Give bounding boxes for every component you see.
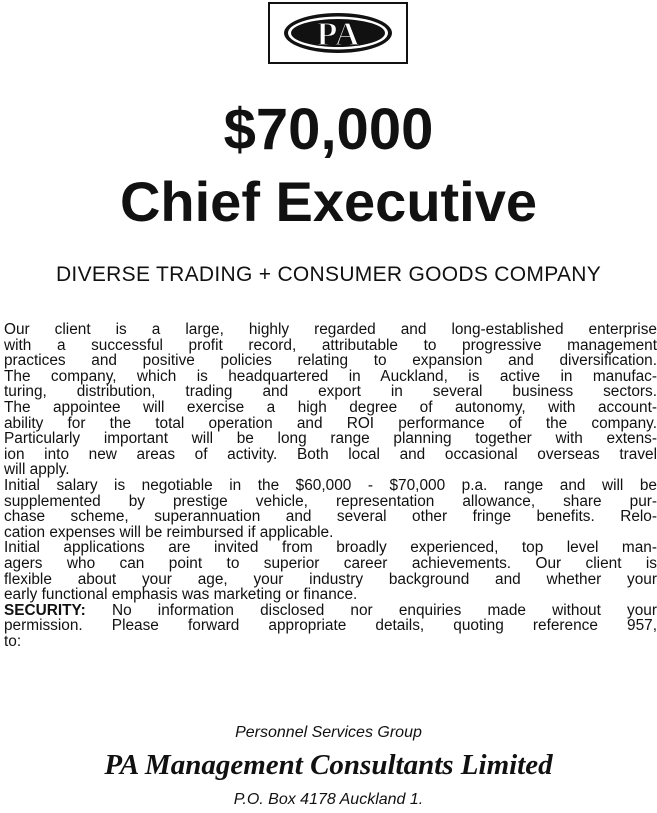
pa-logo-icon bbox=[270, 4, 406, 62]
body-line: permission. Please forward appropriate details, quoting reference 957, bbox=[4, 617, 657, 635]
postal-address: P.O. Box 4178 Auckland 1. bbox=[233, 791, 424, 808]
body-line: to: bbox=[4, 632, 22, 650]
salary-headline: $70,000 bbox=[223, 97, 434, 162]
personnel-group-name: Personnel Services Group bbox=[235, 724, 422, 741]
security-line bbox=[4, 603, 657, 619]
body-line: flexible about your age, your industry background and whether your bbox=[4, 570, 657, 588]
body-line: supplemented by prestige vehicle, representation allowance, share pur- bbox=[4, 492, 657, 510]
body-line: will apply. bbox=[4, 461, 70, 479]
body-line: Initial salary is negotiable in the $60,000 - $70,000 p.a. range and will be bbox=[4, 476, 657, 494]
body-line: agers who can point to superior career achievements. Our client is bbox=[4, 554, 657, 572]
body-line: Particularly important will be long range planning together with extens- bbox=[4, 430, 657, 448]
body-line: Initial applications are invited from broadly experienced, top level man- bbox=[4, 539, 657, 557]
body-line: with a successful profit record, attributable to progressive management bbox=[4, 336, 657, 354]
pa-logo-text: PA bbox=[316, 16, 360, 53]
body-line: practices and positive policies relating to expansion and diversification. bbox=[4, 352, 657, 370]
job-title: Chief Executive bbox=[119, 170, 538, 233]
company-type-subhead: DIVERSE TRADING + CONSUMER GOODS COMPANY bbox=[55, 263, 602, 286]
body-line: turing, distribution, trading and export in several business sectors. bbox=[4, 383, 657, 401]
body-line: Our client is a large, highly regarded and long-established enterprise bbox=[4, 321, 657, 338]
pa-logo-box bbox=[268, 2, 408, 64]
ad-body-text bbox=[4, 322, 657, 649]
body-line: ion into new areas of activity. Both local and occasional overseas travel bbox=[4, 445, 657, 463]
security-text: No information disclosed nor enquiries made without your bbox=[85, 601, 657, 619]
consultant-company-name: PA Management Consultants Limited bbox=[104, 749, 553, 781]
body-line: The appointee will exercise a high degree of autonomy, with account- bbox=[4, 398, 657, 416]
body-line: The company, which is headquartered in Auckland, is active in manufac- bbox=[4, 367, 657, 385]
security-label: SECURITY: bbox=[4, 601, 86, 619]
body-line: ability for the total operation and ROI performance of the company. bbox=[4, 414, 657, 432]
body-line: early functional emphasis was marketing or finance. bbox=[4, 586, 358, 604]
body-line: chase scheme, superannuation and several other fringe benefits. Relo- bbox=[4, 508, 657, 526]
body-line: cation expenses will be reimbursed if applicable. bbox=[4, 523, 334, 541]
